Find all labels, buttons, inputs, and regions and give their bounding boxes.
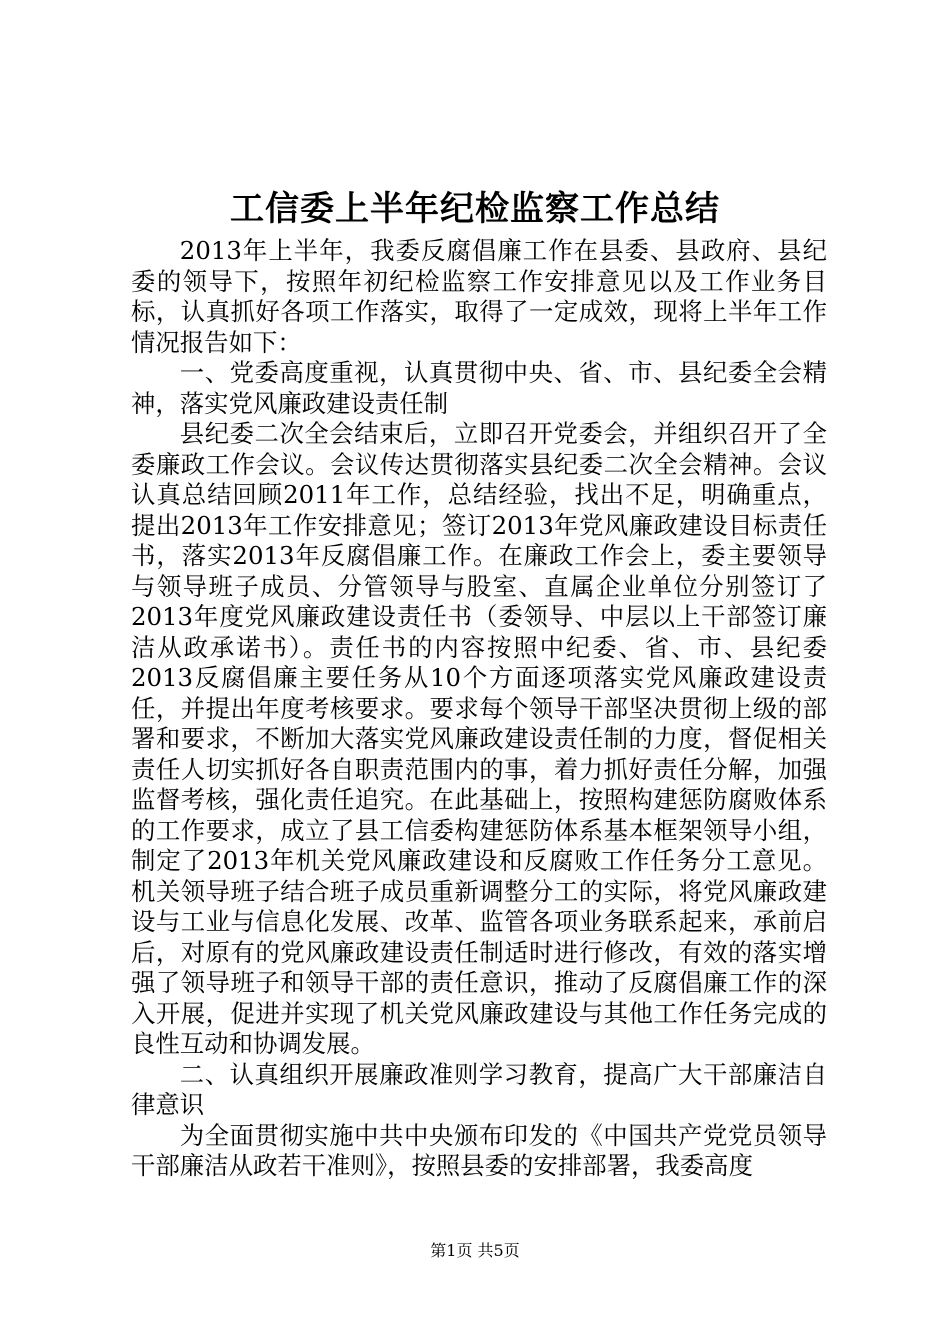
section-heading-1: 一、党委高度重视，认真贯彻中央、省、市、县纪委全会精神，落实党风廉政建设责任制 bbox=[131, 358, 827, 418]
document-title: 工信委上半年纪检监察工作总结 bbox=[230, 189, 720, 229]
paragraph-section-2: 为全面贯彻实施中共中央颁布印发的《中国共产党党员领导干部廉洁从政若干准则》，按照县委的安排部署，我委高度 bbox=[131, 1120, 827, 1180]
paragraph-intro: 2013年上半年，我委反腐倡廉工作在县委、县政府、县纪委的领导下，按照年初纪检监察工作安排意见以及工作业务目标，认真抓好各项工作落实，取得了一定成效，现将上半年工作情况报告如下： bbox=[131, 236, 827, 357]
document-body bbox=[131, 236, 827, 1182]
paragraph-section-1: 县纪委二次全会结束后，立即召开党委会，并组织召开了全委廉政工作会议。会议传达贯彻落实县纪委二次全会精神。会议认真总结回顾2011年工作，总结经验，找出不足，明确重点，提出2013年工作安排意见；签订2013年党风廉政建设目标责任书，落实2013年反腐倡廉工作。在廉政工作会上，委主要领导与领导班子成员、分管领导与股室、直属企业单位分别签订了2013年度党风廉政建设责任书（委领导、中层以上干部签订廉洁从政承诺书）。责任书的内容按照中纪委、省、市、县纪委2013反腐倡廉主要任务从10个方面逐项落实党风廉政建设责任，并提出年度考核要求。要求每个领导干部坚决贯彻上级的部署和要求，不断加大落实党风廉政建设责任制的力度，督促相关责任人切实抓好各自职责范围内的事，着力抓好责任分解，加强监督考核，强化责任追究。在此基础上，按照构建惩防腐败体系的工作要求，成立了县工信委构建惩防体系基本框架领导小组，制定了2013年机关党风廉政建设和反腐败工作任务分工意见。机关领导班子结合班子成员重新调整分工的实际，将党风廉政建设与工业与信息化发展、改革、监管各项业务联系起来，承前启后，对原有的党风廉政建设责任制适时进行修改，有效的落实增强了领导班子和领导干部的责任意识，推动了反腐倡廉工作的深入开展，促进并实现了机关党风廉政建设与其他工作任务完成的良性互动和协调发展。 bbox=[131, 419, 827, 1058]
section-heading-2: 二、认真组织开展廉政准则学习教育，提高广大干部廉洁自律意识 bbox=[131, 1059, 827, 1119]
page-footer: 第1页 共5页 bbox=[430, 1241, 520, 1260]
